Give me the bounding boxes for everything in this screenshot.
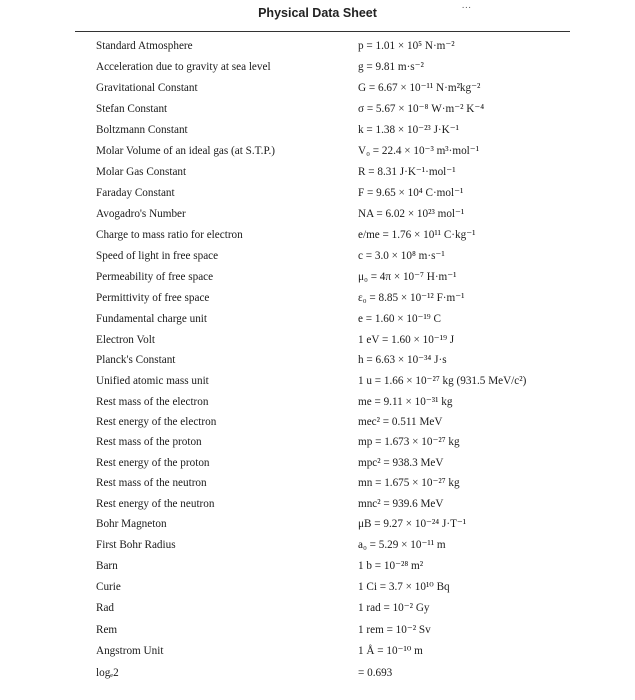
constant-name: Speed of light in free space [96, 250, 219, 262]
constant-value: k = 1.38 × 10⁻²³ J·K⁻¹ [358, 124, 459, 136]
table-row [0, 663, 635, 683]
constant-value: G = 6.67 × 10⁻¹¹ N·m²kg⁻² [358, 82, 481, 94]
table-row [0, 99, 635, 119]
constant-value: me = 9.11 × 10⁻³¹ kg [358, 396, 453, 408]
constant-value: NA = 6.02 × 10²³ mol⁻¹ [358, 208, 465, 220]
table-row [0, 412, 635, 432]
constant-name: Fundamental charge unit [96, 313, 208, 325]
table-row [0, 309, 635, 329]
table-row [0, 432, 635, 452]
table-row [0, 641, 635, 661]
constant-name: Acceleration due to gravity at sea level [96, 61, 271, 73]
constant-value: p = 1.01 × 10⁵ N·m⁻² [358, 40, 455, 52]
table-row [0, 330, 635, 350]
constant-name: Avogadro's Number [96, 208, 186, 220]
constant-name: Curie [96, 581, 121, 593]
table-row [0, 57, 635, 77]
constant-value: g = 9.81 m·s⁻² [358, 61, 424, 73]
constant-name: Rad [96, 602, 115, 614]
constant-value: V₀ = 22.4 × 10⁻³ m³·mol⁻¹ [358, 145, 480, 157]
corner-mark: ... [462, 0, 472, 10]
table-row [0, 577, 635, 597]
table-row [0, 225, 635, 245]
constant-name: Rest mass of the proton [96, 436, 202, 448]
table-row [0, 183, 635, 203]
constant-name: logₑ2 [96, 667, 119, 679]
constant-value: 1 b = 10⁻²⁸ m² [358, 560, 424, 572]
constant-name: Charge to mass ratio for electron [96, 229, 243, 241]
constant-value: e/me = 1.76 × 10¹¹ C·kg⁻¹ [358, 229, 476, 241]
constant-value: μ₀ = 4π × 10⁻⁷ H·m⁻¹ [358, 271, 457, 283]
constant-value: e = 1.60 × 10⁻¹⁹ C [358, 313, 441, 325]
constant-name: Barn [96, 560, 118, 572]
constant-name: Unified atomic mass unit [96, 375, 209, 387]
constant-value: 1 u = 1.66 × 10⁻²⁷ kg (931.5 MeV/c²) [358, 375, 527, 387]
constant-name: First Bohr Radius [96, 539, 176, 551]
table-row [0, 494, 635, 514]
constant-value: ε₀ = 8.85 × 10⁻¹² F·m⁻¹ [358, 292, 465, 304]
constant-name: Rest energy of the electron [96, 416, 217, 428]
constant-value: 1 eV = 1.60 × 10⁻¹⁹ J [358, 334, 455, 346]
table-row [0, 246, 635, 266]
constant-value: 1 rad = 10⁻² Gy [358, 602, 430, 614]
table-row [0, 453, 635, 473]
constant-name: Rest energy of the proton [96, 457, 210, 469]
table-row [0, 392, 635, 412]
constant-value: R = 8.31 J·K⁻¹·mol⁻¹ [358, 166, 456, 178]
constant-name: Gravitational Constant [96, 82, 198, 94]
constant-name: Planck's Constant [96, 354, 176, 366]
title-divider [75, 31, 570, 32]
table-row [0, 162, 635, 182]
constant-name: Rest mass of the neutron [96, 477, 207, 489]
constant-name: Permittivity of free space [96, 292, 210, 304]
table-row [0, 598, 635, 618]
table-row [0, 141, 635, 161]
constant-name: Stefan Constant [96, 103, 168, 115]
table-row [0, 350, 635, 370]
constant-value: a₀ = 5.29 × 10⁻¹¹ m [358, 539, 446, 551]
table-row [0, 288, 635, 308]
table-row [0, 120, 635, 140]
constant-value: 1 Ci = 3.7 × 10¹⁰ Bq [358, 581, 450, 593]
table-row [0, 204, 635, 224]
constant-name: Rem [96, 624, 118, 636]
constant-name: Molar Volume of an ideal gas (at S.T.P.) [96, 145, 275, 157]
constant-name: Rest mass of the electron [96, 396, 209, 408]
constant-value: 1 Å = 10⁻¹⁰ m [358, 645, 423, 657]
constant-value: mnc² = 939.6 MeV [358, 498, 444, 510]
constant-name: Permeability of free space [96, 271, 214, 283]
table-row [0, 514, 635, 534]
constant-value: h = 6.63 × 10⁻³⁴ J·s [358, 354, 447, 366]
constant-value: c = 3.0 × 10⁸ m·s⁻¹ [358, 250, 445, 262]
constant-value: 1 rem = 10⁻² Sv [358, 624, 431, 636]
table-row [0, 620, 635, 640]
constant-value: μB = 9.27 × 10⁻²⁴ J·T⁻¹ [358, 518, 467, 530]
table-row [0, 78, 635, 98]
table-row [0, 371, 635, 391]
constant-name: Boltzmann Constant [96, 124, 188, 136]
constant-name: Electron Volt [96, 334, 155, 346]
constant-name: Molar Gas Constant [96, 166, 187, 178]
constant-value: F = 9.65 × 10⁴ C·mol⁻¹ [358, 187, 464, 199]
constant-name: Rest energy of the neutron [96, 498, 215, 510]
constant-value: = 0.693 [358, 667, 393, 679]
constant-value: σ = 5.67 × 10⁻⁸ W·m⁻² K⁻⁴ [358, 103, 485, 115]
constant-value: mp = 1.673 × 10⁻²⁷ kg [358, 436, 460, 448]
table-row [0, 556, 635, 576]
constant-name: Bohr Magneton [96, 518, 167, 530]
constant-name: Standard Atmosphere [96, 40, 193, 52]
constant-name: Faraday Constant [96, 187, 175, 199]
table-row [0, 267, 635, 287]
constant-value: mn = 1.675 × 10⁻²⁷ kg [358, 477, 460, 489]
constant-value: mpc² = 938.3 MeV [358, 457, 444, 469]
table-row [0, 535, 635, 555]
table-row [0, 473, 635, 493]
page-title: Physical Data Sheet [258, 6, 377, 20]
constant-name: Angstrom Unit [96, 645, 164, 657]
table-row [0, 36, 635, 56]
constant-value: mec² = 0.511 MeV [358, 416, 443, 428]
